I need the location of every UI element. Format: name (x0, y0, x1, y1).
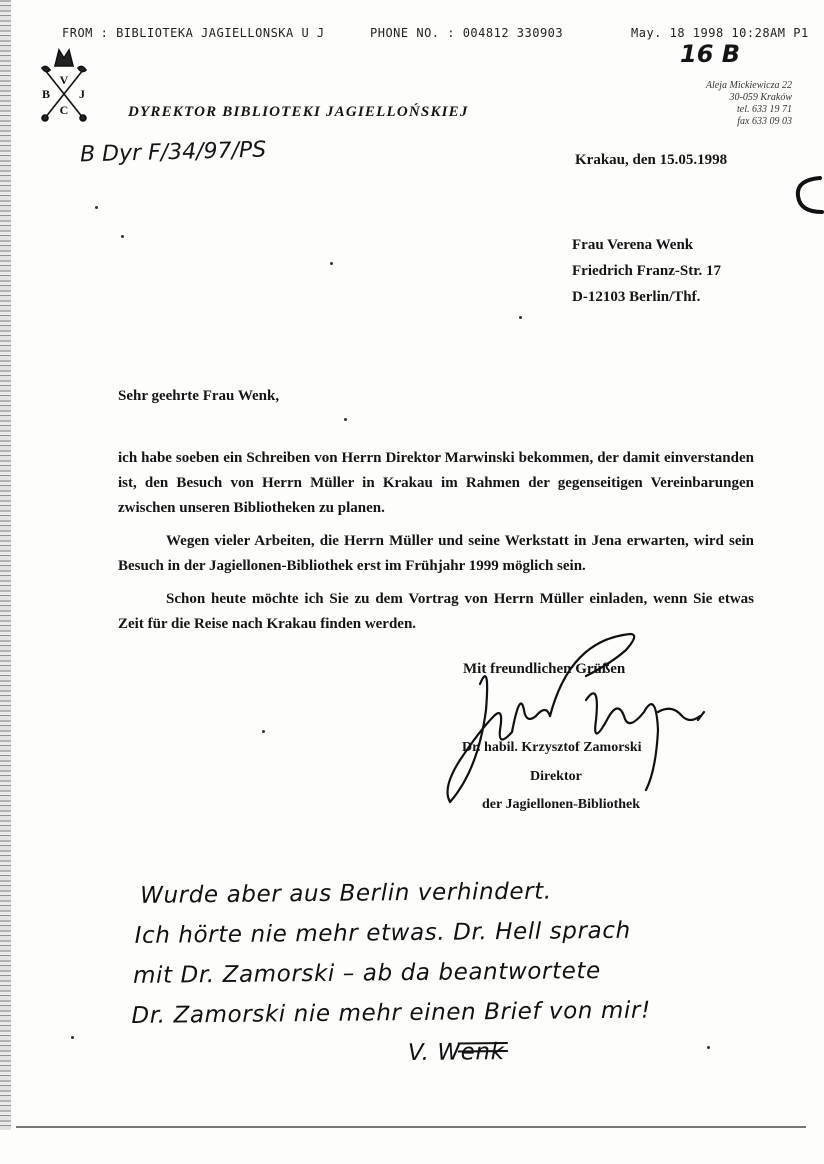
margin-mark (790, 172, 824, 220)
address-city: 30-059 Kraków (729, 92, 792, 103)
signer-institution: der Jagiellonen-Bibliothek (482, 797, 641, 812)
emblem-letter-right: J (79, 87, 85, 101)
letter-body (118, 446, 754, 645)
scan-speck (71, 1036, 74, 1039)
note-line: Ich hörte nie mehr etwas. Dr. Hell sprach (134, 917, 631, 949)
scan-speck (519, 316, 522, 319)
library-address (682, 80, 792, 128)
emblem-letter-bottom: C (59, 103, 69, 117)
fax-phone: PHONE NO. : 004812 330903 (370, 26, 564, 40)
recipient-name: Frau Verena Wenk (572, 237, 694, 253)
fax-from: FROM : BIBLIOTEKA JAGIELLONSKA U J (62, 26, 325, 40)
address-phone: tel. 633 19 71 (737, 104, 792, 115)
handwritten-file-code: 16 B (680, 40, 741, 68)
body-paragraph: Wegen vieler Arbeiten, die Herrn Müller und seine Werkstatt in Jena erwarten, wird sein Besuch in der Jagiellonen-Bibliothek erst im Frühjahr 1999 möglich sein. (118, 533, 754, 574)
scan-speck (95, 206, 98, 209)
signer-name: Dr. habil. Krzysztof Zamorski (462, 740, 642, 755)
note-line: Wurde aber aus Berlin verhindert. (140, 878, 552, 909)
recipient-street: Friedrich Franz-Str. 17 (572, 263, 721, 279)
body-paragraph: ich habe soeben ein Schreiben von Herrn Direktor Marwinski bekommen, der damit einverstanden ist, den Besuch von Herrn Müller in Krakau im Rahmen der gegenseitigen Vereinbarungen zwischen unseren Bibliotheken zu planen. (118, 450, 754, 516)
recipient-city: D-12103 Berlin/Thf. (572, 289, 701, 305)
handwritten-note (126, 869, 778, 1076)
note-underline (458, 1042, 508, 1053)
note-line: Dr. Zamorski nie mehr einen Brief von mir! (131, 997, 651, 1029)
signer-title: Direktor (530, 769, 582, 784)
scan-speck (707, 1046, 710, 1049)
handwritten-reference: B Dyr F/34/97/PS (79, 137, 267, 168)
salutation: Sehr geehrte Frau Wenk, (118, 388, 280, 404)
address-fax: fax 633 09 03 (737, 116, 792, 127)
scan-speck (121, 235, 124, 238)
library-emblem (36, 44, 92, 124)
emblem-letter-top: V (59, 73, 69, 87)
body-paragraph: Schon heute möchte ich Sie zu dem Vortrag von Herrn Müller einladen, wenn Sie etwas Zeit für die Reise nach Krakau finden werden. (118, 591, 754, 632)
note-signature: V. Wenk (407, 1039, 505, 1067)
recipient-address (572, 232, 721, 310)
closing-phrase: Mit freundlichen Grüßen (463, 661, 626, 677)
scan-edge (0, 0, 11, 1130)
page-bottom-edge (16, 1126, 806, 1128)
scan-speck (262, 730, 265, 733)
letter-date: Krakau, den 15.05.1998 (575, 152, 728, 168)
note-line: mit Dr. Zamorski – ab da beantwortete (132, 958, 601, 989)
scan-speck (344, 418, 347, 421)
fax-timestamp: May. 18 1998 10:28AM P1 (631, 26, 809, 40)
scan-speck (330, 262, 333, 265)
letterhead-title: DYREKTOR BIBLIOTEKI JAGIELLOŃSKIEJ (128, 104, 469, 120)
emblem-letter-left: B (41, 87, 51, 101)
address-street: Aleja Mickiewicza 22 (705, 80, 792, 91)
